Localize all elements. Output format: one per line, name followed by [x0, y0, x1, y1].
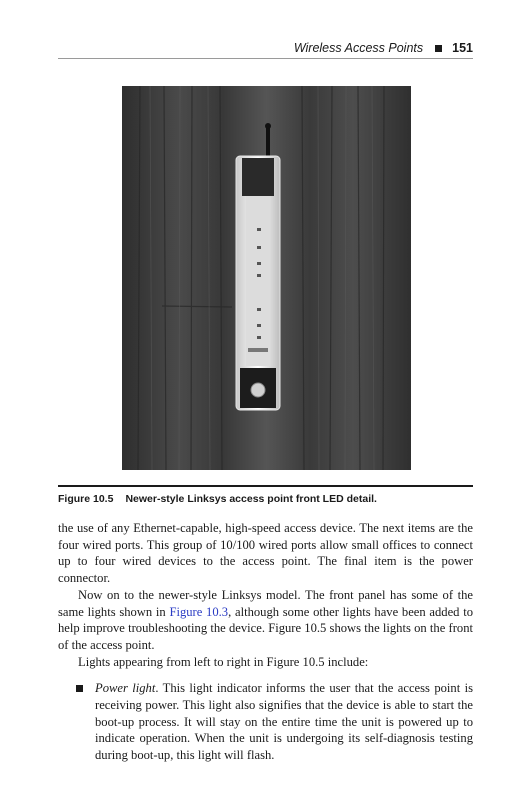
figure-rule [58, 485, 473, 487]
figure-photo [122, 86, 411, 470]
figure-number: Figure 10.5 [58, 493, 114, 505]
section-title: Wireless Access Points [293, 41, 424, 55]
square-bullet-icon [435, 45, 442, 52]
running-header [58, 38, 473, 58]
paragraph-2-end: , although some other lights have been added to help improve troubleshooting the device. Figure 10.5 shows the lights on the front of the access point. [58, 604, 473, 652]
list-item-text: . This light indicator informs the user that the access point is receiving power. This light also signifies that the device is able to start the boot-up process. It will stay on the entire time the unit is powered up to indicate operation. When the unit is undergoing its self-diagnosis testing during boot-up, this light will flash. [95, 681, 473, 763]
paragraph-3: Lights appearing from left to right in Figure 10.5 include: [78, 654, 369, 669]
paragraph-2-start: Now on to the newer-style Linksys model. The front panel has some of the same lights shown in [58, 587, 473, 619]
figure-10-3-link[interactable]: Figure 10.3 [169, 604, 229, 619]
header-rule [58, 58, 473, 59]
figure-caption [58, 493, 473, 505]
page-number: 151 [452, 41, 473, 55]
list-item-term: Power light [95, 681, 156, 696]
paragraph-1: the use of any Ethernet-capable, high-speed access device. The next items are the four wired ports. This group of 10/100 wired ports allow small offices to connect up to four wired devices to the access point. The final item is the power connector. [58, 521, 473, 586]
figure-caption-text: Newer-style Linksys access point front LED detail. [125, 493, 377, 505]
paragraph-2 [58, 587, 473, 654]
body-text [58, 520, 473, 764]
list-item [58, 680, 473, 764]
square-bullet-icon [76, 685, 83, 692]
access-point-photo [122, 86, 411, 470]
